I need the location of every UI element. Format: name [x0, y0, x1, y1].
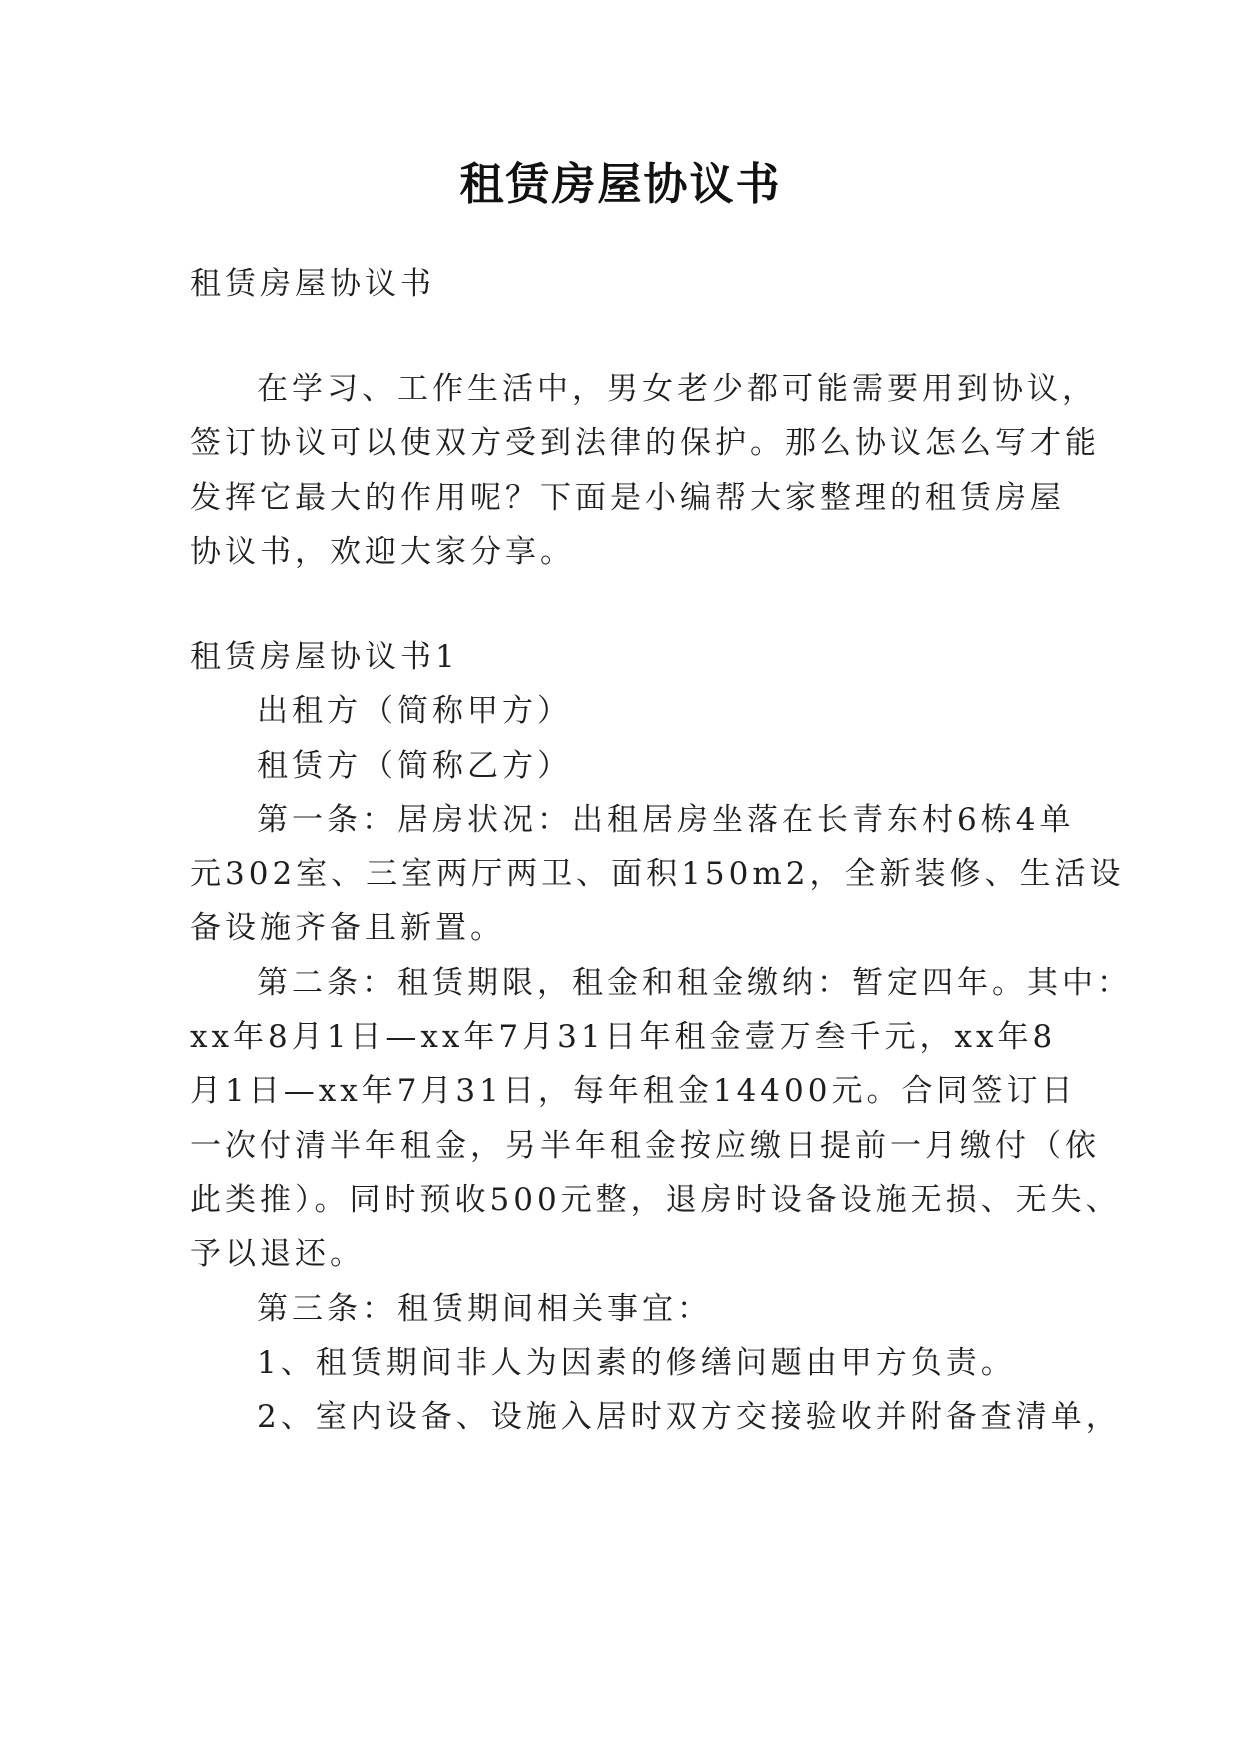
article2-line-6: 予以退还。	[190, 1236, 365, 1272]
article3-heading: 第三条：租赁期间相关事宜：	[257, 1291, 712, 1327]
section-heading: 租赁房屋协议书1	[190, 639, 459, 675]
article1-line-2: 元302室、三室两厅两卫、面积150m2，全新装修、生活设	[190, 856, 1125, 892]
article2-line-3: 月1日—xx年7月31日，每年租金14400元。合同签订日	[190, 1073, 1077, 1109]
intro-line-1: 在学习、工作生活中，男女老少都可能需要用到协议，	[257, 371, 1097, 407]
intro-line-2: 签订协议可以使双方受到法律的保护。那么协议怎么写才能	[190, 425, 1100, 461]
article1-line-1: 第一条：居房状况：出租居房坐落在长青东村6栋4单	[257, 802, 1075, 838]
lessee-line: 租赁方（简称乙方）	[257, 748, 572, 784]
article2-line-1: 第二条：租赁期限，租金和租金缴纳：暂定四年。其中：	[257, 965, 1132, 1001]
document-title: 租赁房屋协议书	[459, 159, 782, 210]
article1-line-3: 备设施齐备且新置。	[190, 910, 505, 946]
document-subtitle: 租赁房屋协议书	[190, 266, 435, 302]
article2-line-2: xx年8月1日—xx年7月31日年租金壹万叁千元，xx年8	[190, 1019, 1057, 1055]
intro-line-4: 协议书，欢迎大家分享。	[190, 534, 575, 570]
article3-item-1: 1、租赁期间非人为因素的修缮问题由甲方负责。	[257, 1345, 1016, 1381]
article2-line-5: 此类推）。同时预收500元整，退房时设备设施无损、无失、	[190, 1182, 1121, 1218]
lessor-line: 出租方（简称甲方）	[257, 693, 572, 729]
intro-line-3: 发挥它最大的作用呢？下面是小编帮大家整理的租赁房屋	[190, 480, 1065, 516]
article2-line-4: 一次付清半年租金，另半年租金按应缴日提前一月缴付（依	[190, 1128, 1100, 1164]
article3-item-2: 2、室内设备、设施入居时双方交接验收并附备查清单，	[257, 1399, 1121, 1435]
